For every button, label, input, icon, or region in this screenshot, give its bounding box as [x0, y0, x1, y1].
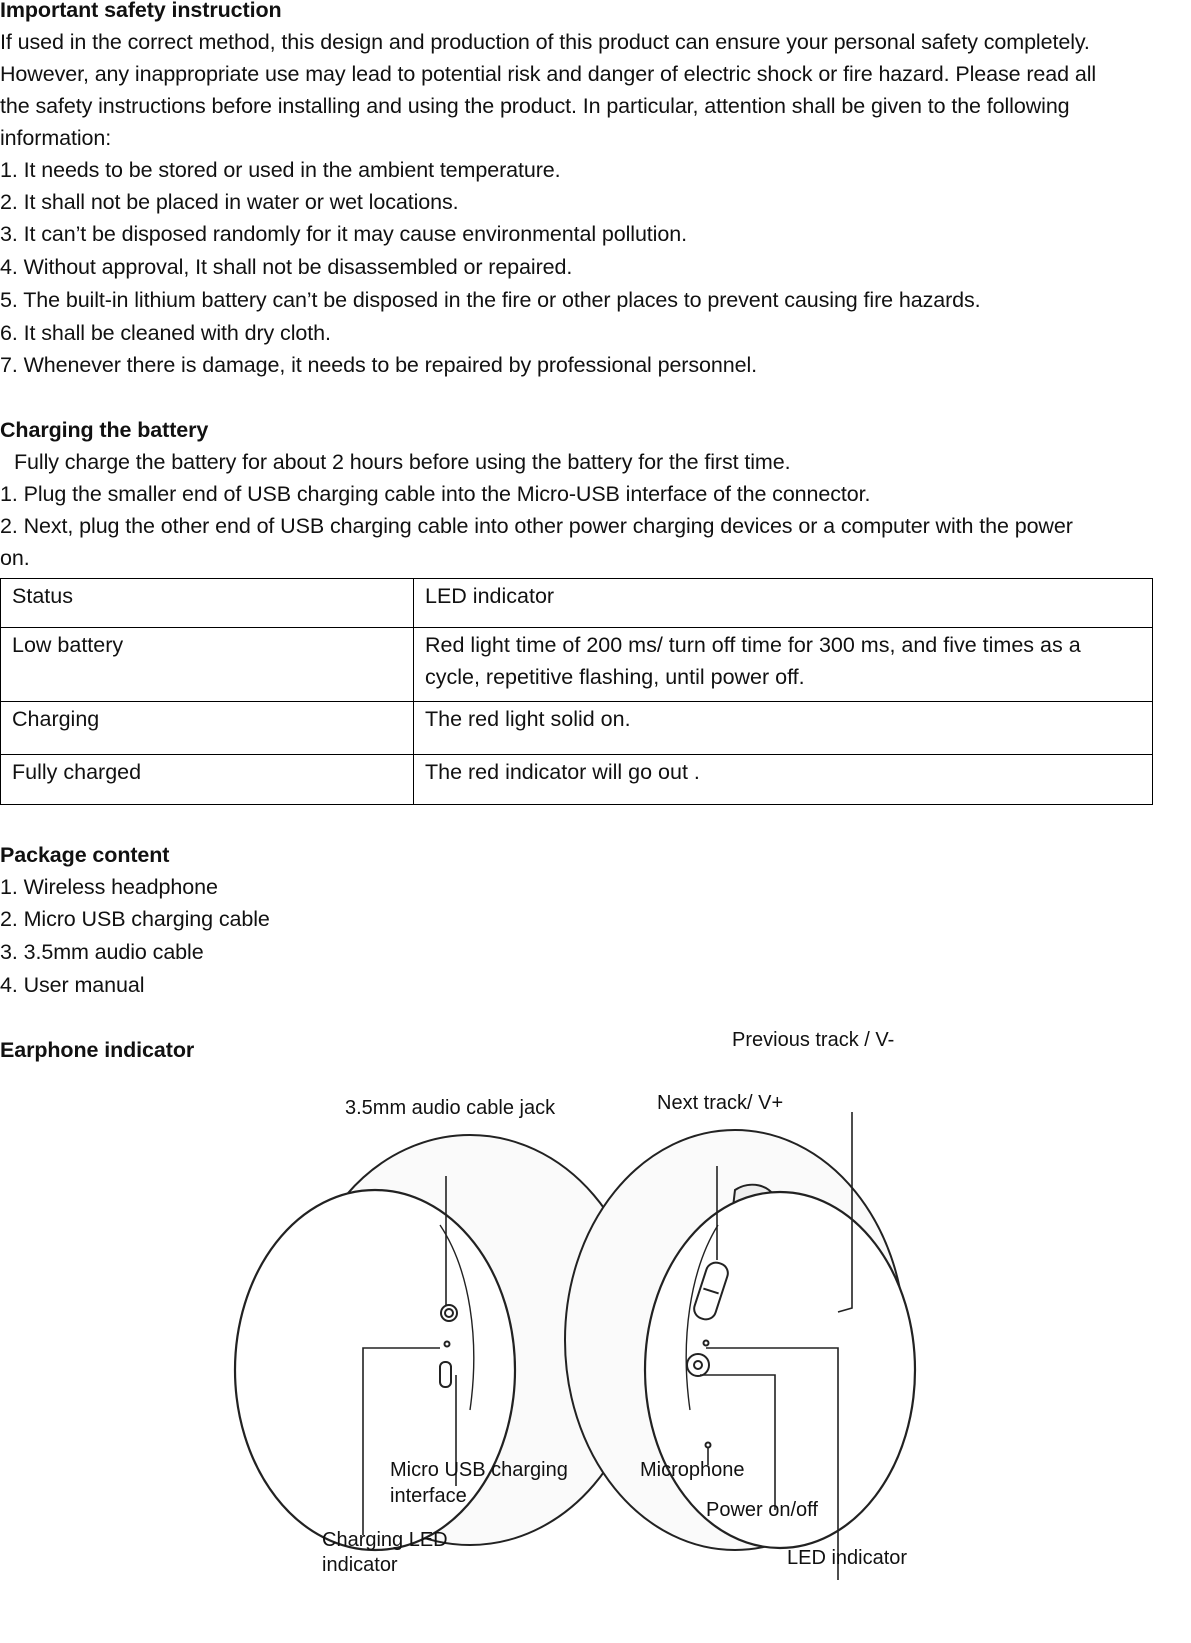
charging-step: 2. Next, plug the other end of USB charging cable into other power charging devices or a computer with the power	[0, 514, 1073, 538]
label-charging-led-2: indicator	[322, 1554, 398, 1576]
safety-item: 2. It shall not be placed in water or wet locations.	[0, 190, 459, 214]
safety-line: the safety instructions before installing and using the product. In particular, attention shall be given to the following	[0, 94, 1070, 118]
charging-heading: Charging the battery	[0, 418, 209, 442]
charging-step: on.	[0, 546, 30, 570]
label-audio-jack: 3.5mm audio cable jack	[345, 1097, 556, 1119]
safety-item: 4. Without approval, It shall not be disassembled or repaired.	[0, 255, 573, 279]
label-micro-usb: Micro USB charging	[390, 1459, 568, 1481]
safety-line: information:	[0, 126, 112, 150]
table-header-status: Status	[1, 579, 414, 628]
charging-intro: Fully charge the battery for about 2 hours before using the battery for the first time.	[14, 450, 791, 474]
package-heading: Package content	[0, 843, 170, 867]
label-charging-led: Charging LED	[322, 1529, 448, 1551]
safety-item: 6. It shall be cleaned with dry cloth.	[0, 321, 331, 345]
package-item: 3. 3.5mm audio cable	[0, 940, 204, 964]
table-row	[1, 628, 1153, 702]
table-cell-status: Low battery	[1, 628, 414, 702]
table-cell-led: The red light solid on.	[414, 702, 1153, 755]
safety-line: If used in the correct method, this design and production of this product can ensure your personal safety completely.	[0, 30, 1090, 54]
table-row	[1, 702, 1153, 755]
label-power: Power on/off	[706, 1499, 818, 1521]
safety-item: 5. The built-in lithium battery can’t be disposed in the fire or other places to prevent causing fire hazards.	[0, 288, 981, 312]
headphone-drawing	[235, 1130, 915, 1550]
led-status-table	[0, 578, 1153, 805]
table-cell-status: Charging	[1, 702, 414, 755]
charging-step: 1. Plug the smaller end of USB charging cable into the Micro-USB interface of the connector.	[0, 482, 871, 506]
table-cell-status: Fully charged	[1, 755, 414, 805]
safety-item: 7. Whenever there is damage, it needs to be repaired by professional personnel.	[0, 353, 757, 377]
table-header-led: LED indicator	[414, 579, 1153, 628]
table-cell-led: Red light time of 200 ms/ turn off time for 300 ms, and five times as a cycle, repetitive flashing, until power off.	[414, 628, 1153, 702]
label-next-track: Next track/ V+	[657, 1092, 784, 1114]
label-led-indicator: LED indicator	[787, 1547, 908, 1569]
table-cell-led: The red indicator will go out .	[414, 755, 1153, 805]
table-row	[1, 755, 1153, 805]
headphone-diagram	[0, 1020, 1191, 1583]
safety-line: However, any inappropriate use may lead to potential risk and danger of electric shock or fire hazard. Please read all	[0, 62, 1097, 86]
safety-item: 1. It needs to be stored or used in the ambient temperature.	[0, 158, 561, 182]
label-microphone: Microphone	[640, 1459, 745, 1481]
label-previous-track: Previous track / V-	[732, 1029, 895, 1051]
safety-item: 3. It can’t be disposed randomly for it may cause environmental pollution.	[0, 222, 687, 246]
package-item: 2. Micro USB charging cable	[0, 907, 270, 931]
safety-heading: Important safety instruction	[0, 0, 282, 22]
table-header-row	[1, 579, 1153, 628]
earphone-heading: Earphone indicator	[0, 1038, 195, 1062]
label-micro-usb-2: interface	[390, 1485, 467, 1507]
package-item: 4. User manual	[0, 973, 145, 997]
package-item: 1. Wireless headphone	[0, 875, 218, 899]
